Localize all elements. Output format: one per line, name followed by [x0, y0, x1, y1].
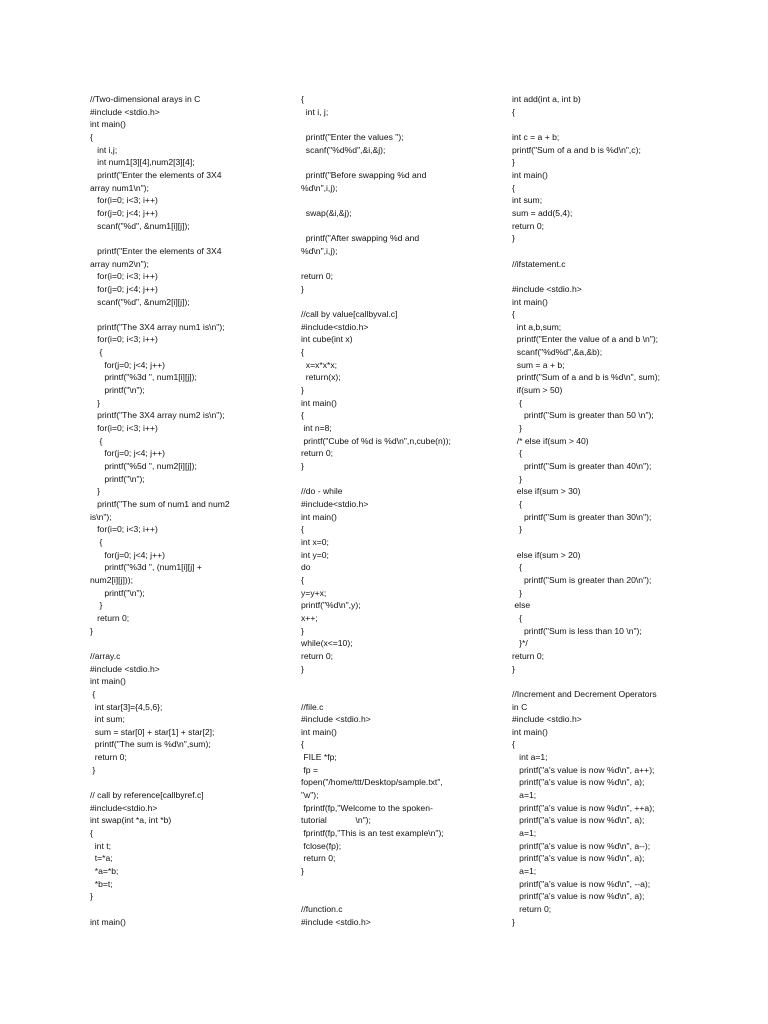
code-column-right: int add(int a, int b) { int c = a + b; printf("Sum of a and b is %d\n",c); } int main() { int sum; sum = add(5,4); return 0; } //ifstatement.c #include <stdio.h> int main() { int a,b,sum; printf("Enter the value of a and b \n"); scanf("%d%d",&a,&b); sum = a + b; printf("Sum of a and b is %d\n", sum); if(sum > 50) { printf("Sum is greater than 50 \n"); } /* else if(sum > 40) { printf("Sum is greater than 40\n"); } else if(sum > 30) { printf("Sum is greater than 30\n"); } else if(sum > 20) { printf("Sum is greater than 20\n"); } else { printf("Sum is less than 10 \n"); }*/ return 0; } //Increment and Decrement Operators in C #include <stdio.h> int main() { int a=1; printf("a's value is now %d\n", a++); printf("a's value is now %d\n", a); a=1; printf("a's value is now %d\n", ++a); printf("a's value is now %d\n", a); a=1; printf("a's value is now %d\n", a--); printf("a's value is now %d\n", a); a=1; printf("a's value is now %d\n", --a); printf("a's value is now %d\n", a); return 0; }	[512, 94, 660, 927]
code-column-left: //Two-dimensional arays in C #include <stdio.h> int main() { int i,j; int num1[3][4],num2[3][4]; printf("Enter the elements of 3X4 array num1\n"); for(i=0; i<3; i++) for(j=0; j<4; j++) scanf("%d", &num1[i][j]); printf("Enter the elements of 3X4 array num2\n"); for(i=0; i<3; i++) for(j=0; j<4; j++) scanf("%d", &num2[i][j]); printf("The 3X4 array num1 is\n"); for(i=0; i<3; i++) { for(j=0; j<4; j++) printf("%3d ", num1[i][j]); printf("\n"); } printf("The 3X4 array num2 is\n"); for(i=0; i<3; i++) { for(j=0; j<4; j++) printf("%5d ", num2[i][j]); printf("\n"); } printf("The sum of num1 and num2 is\n"); for(i=0; i<3; i++) { for(j=0; j<4; j++) printf("%3d ", (num1[i][j] + num2[i][j])); printf("\n"); } return 0; } //array.c #include <stdio.h> int main() { int star[3]={4,5,6}; int sum; sum = star[0] + star[1] + star[2]; printf("The sum is %d\n",sum); return 0; } // call by reference[callbyref.c] #include<stdio.h> int swap(int *a, int *b) { int t; t=*a; *a=*b; *b=t; } int main()	[90, 94, 230, 927]
code-column-middle: { int i, j; printf("Enter the values "); scanf("%d%d",&i,&j); printf("Before swapping %d and %d\n",i,j); swap(&i,&j); printf("After swapping %d and %d\n",i,j); return 0; } //call by value[callbyval.c] #include<stdio.h> int cube(int x) { x=x*x*x; return(x); } int main() { int n=8; printf("Cube of %d is %d\n",n,cube(n)); return 0; } //do - while #include<stdio.h> int main() { int x=0; int y=0; do { y=y+x; printf("%d\n",y); x++; } while(x<=10); return 0; } //file.c #include <stdio.h> int main() { FILE *fp; fp = fopen("/home/ttt/Desktop/sample.txt", "w"); fprintf(fp,"Welcome to the spoken- tutorial \n"); fprintf(fp,"This is an test example\n"); fclose(fp); return 0; } //function.c #include <stdio.h>	[301, 94, 451, 927]
